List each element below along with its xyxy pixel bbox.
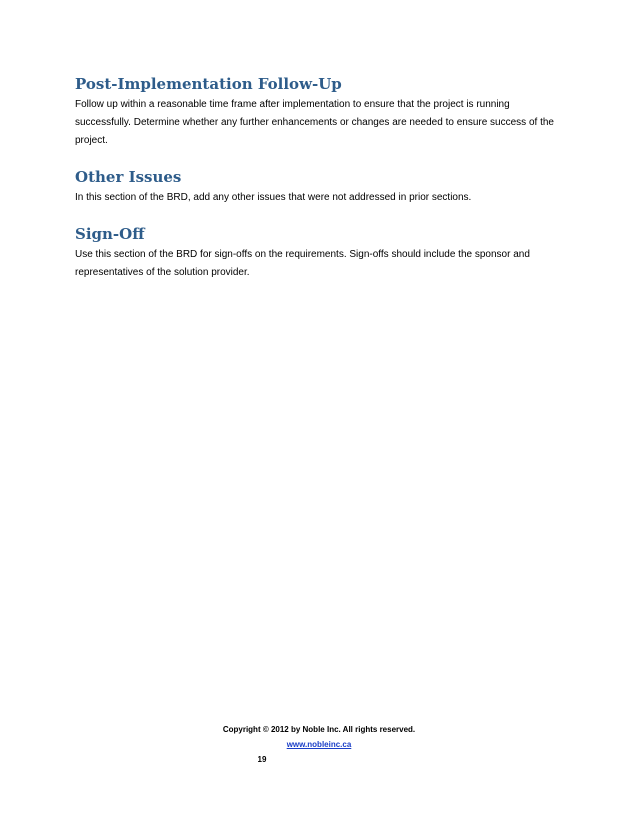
footer-website: [0, 740, 638, 749]
section-body: Use this section of the BRD for sign-offs on the requirements. Sign-offs should include the sponsor and representatives of the solution provider.: [75, 249, 530, 278]
page-number: 19: [257, 755, 267, 764]
section-body: In this section of the BRD, add any other issues that were not addressed in prior sections.: [75, 192, 472, 203]
section-post-implementation: [75, 74, 565, 150]
section-sign-off: [75, 224, 565, 282]
section-body: Follow up within a reasonable time frame after implementation to ensure that the project is running successfully. Determine whether any further enhancements or changes are needed to ensure success of the project.: [75, 99, 554, 146]
website-link[interactable]: www.nobleinc.ca: [286, 740, 352, 749]
footer-copyright: Copyright © 2012 by Noble Inc. All rights reserved.: [222, 725, 416, 734]
section-heading: Post-Implementation Follow-Up: [75, 75, 342, 93]
section-heading: Other Issues: [75, 168, 182, 186]
section-heading: Sign-Off: [75, 225, 145, 243]
section-other-issues: [75, 167, 565, 207]
page-content: [75, 74, 565, 299]
